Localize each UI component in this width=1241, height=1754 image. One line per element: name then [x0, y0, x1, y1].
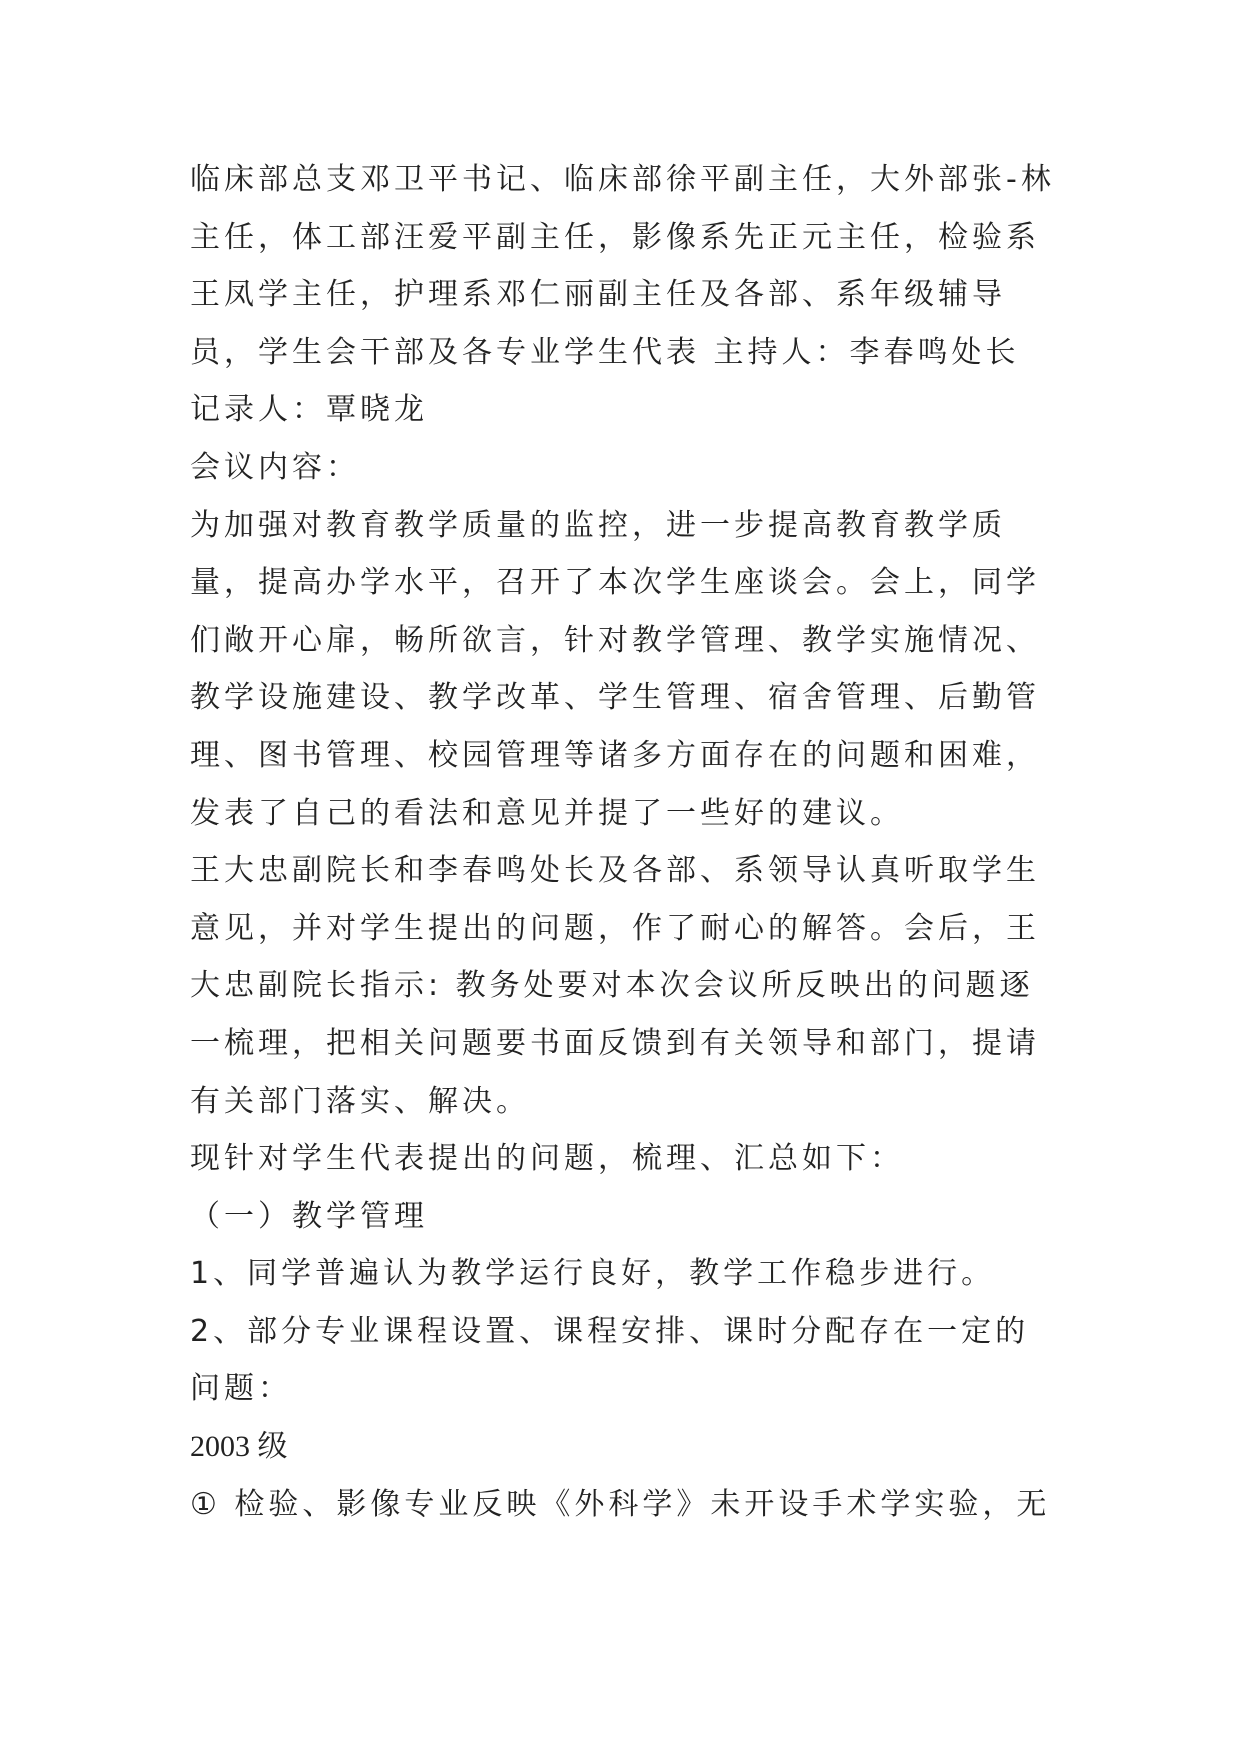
summary-intro-line: 现针对学生代表提出的问题，梳理、汇总如下：	[190, 1141, 904, 1177]
list-item-1: 1、同学普遍认为教学运行良好，教学工作稳步进行。	[190, 1256, 996, 1292]
section-heading-teaching-management: （一）教学管理	[190, 1198, 428, 1234]
recorder-line: 记录人：覃晓龙	[190, 392, 428, 428]
grade-heading: 2003 级	[190, 1430, 288, 1464]
attendees-paragraph: 临床部总支邓卫平书记、临床部徐平副主任，大外部张-林主任，体工部汪爱平副主任，影像系先正元主任，检验系王凤学主任，护理系邓仁丽副主任及各部、系年级辅导员，学生会干部及各专业学生代表 主持人：李春鸣处长	[190, 162, 1055, 370]
meeting-content-heading: 会议内容：	[190, 449, 360, 485]
document-body	[190, 151, 1060, 1533]
purpose-paragraph: 为加强对教育教学质量的监控，进一步提高教育教学质量，提高办学水平，召开了本次学生座谈会。会上，同学们敞开心扉，畅所欲言，针对教学管理、教学实施情况、教学设施建设、教学改革、学生管理、宿舍管理、后勤管理、图书管理、校园管理等诸多方面存在的问题和困难，发表了自己的看法和意见并提了一些好的建议。	[190, 507, 1040, 831]
list-item-2: 2、部分专业课程设置、课程安排、课时分配存在一定的问题：	[190, 1313, 1030, 1407]
leaders-response-paragraph: 王大忠副院长和李春鸣处长及各部、系领导认真听取学生意见，并对学生提出的问题，作了耐心的解答。会后，王大忠副院长指示: 教务处要对本次会议所反映出的问题逐一梳理，把相关问题要书面反馈到有关领导和部门，提请有关部门落实、解决。	[190, 853, 1040, 1119]
sub-item-1: ① 检验、影像专业反映《外科学》未开设手术学实验，无	[190, 1486, 1051, 1522]
